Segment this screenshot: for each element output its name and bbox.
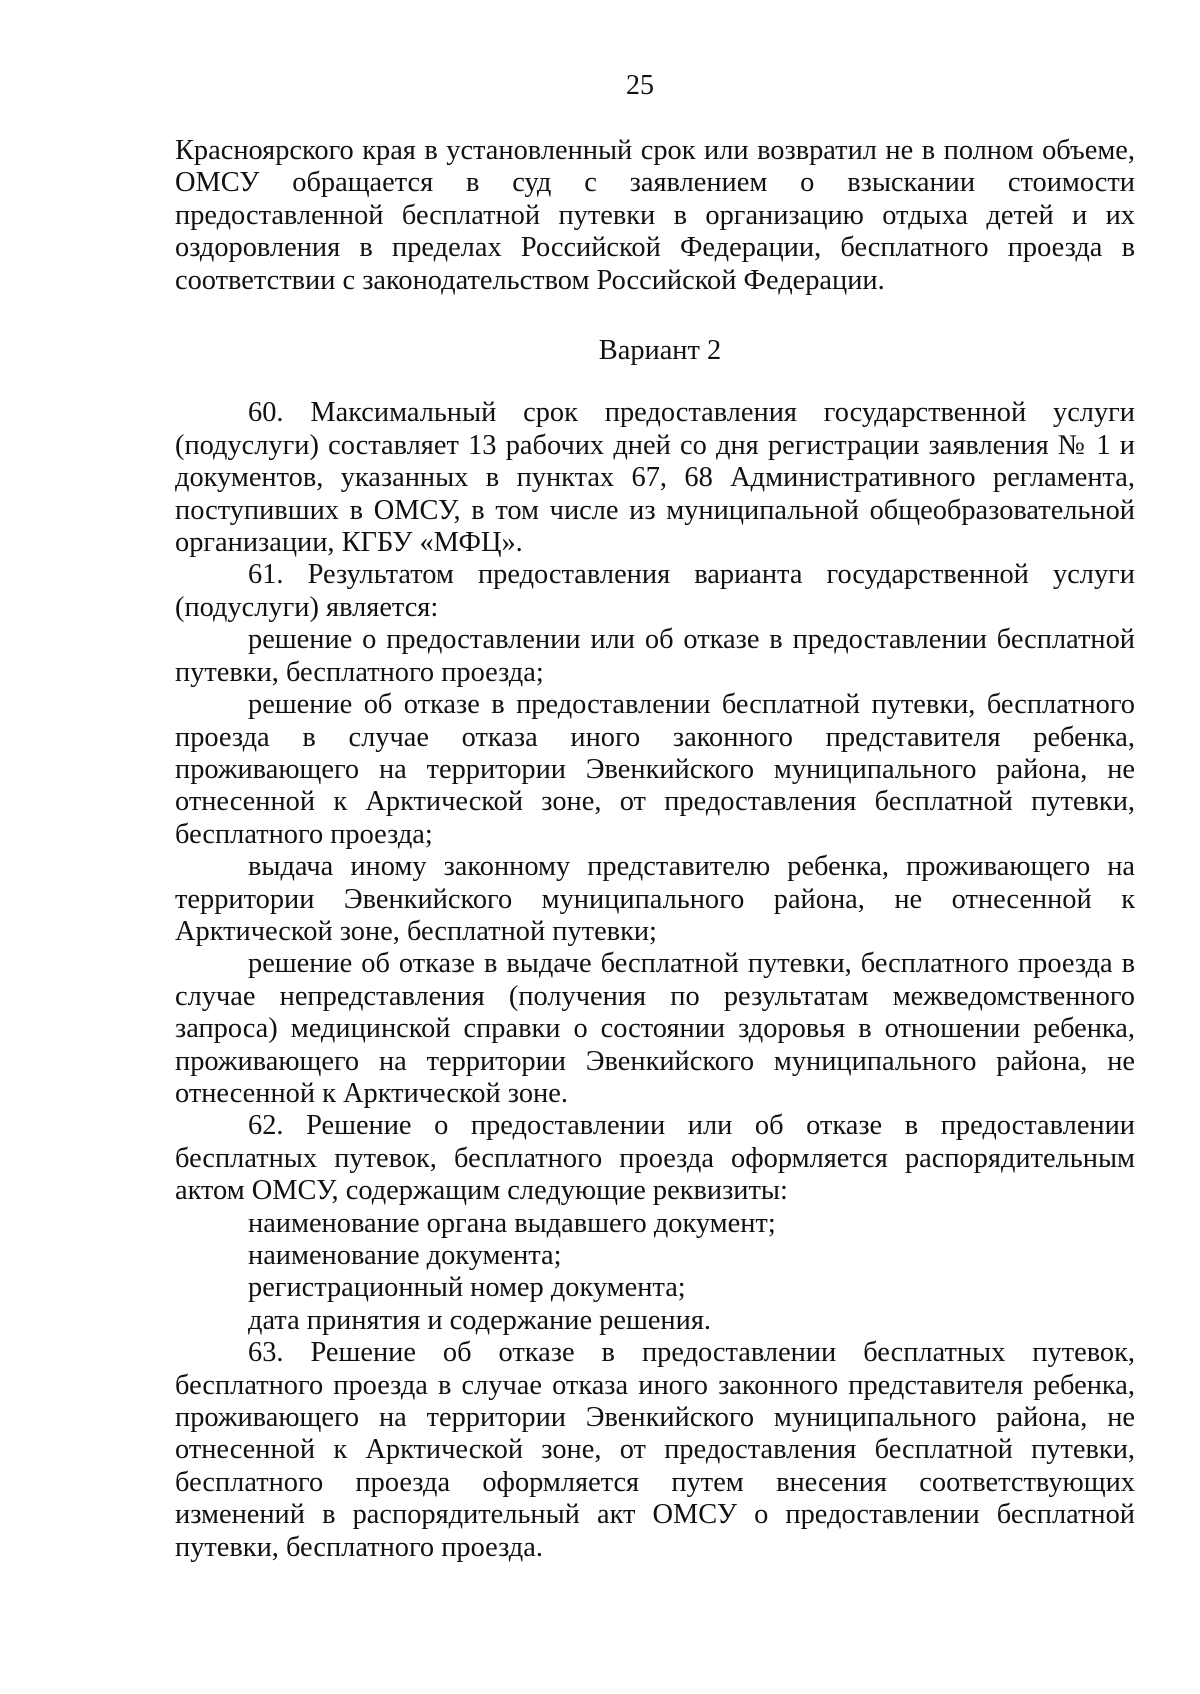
paragraph-63: 63. Решение об отказе в предоставлении бесплатных путевок, бесплатного проезда в случае отказа иного законного представителя ребенка, проживающего на территории Эвенкийского муниципального района, не отнесенной к Арктической зоне, от предоставления бесплатной путевки, бесплатного проезда оформляется путем внесения соответствующих изменений в распорядительный акт ОМСУ о предоставлении бесплатной путевки, бесплатного проезда. (175, 1337, 1135, 1563)
list-item: решение о предоставлении или об отказе в предоставлении бесплатной путевки, бесплатного проезда; (175, 624, 1135, 688)
list-item: решение об отказе в выдаче бесплатной путевки, бесплатного проезда в случае непредставления (получения по результатам межведомственного запроса) медицинской справки о состоянии здоровья в отношении ребенка, проживающего на территории Эвенкийского муниципального района, не отнесенной к Арктической зоне. (175, 948, 1135, 1109)
paragraph-62: 62. Решение о предоставлении или об отказе в предоставлении бесплатных путевок, бесплатного проезда оформляется распорядительным актом ОМСУ, содержащим следующие реквизиты: (175, 1110, 1135, 1207)
document-body (175, 135, 1135, 1564)
list-item: наименование документа; (248, 1240, 562, 1271)
section-heading: Вариант 2 (598, 335, 722, 367)
list-item: выдача иному законному представителю ребенка, проживающего на территории Эвенкийского муниципального района, не отнесенной к Арктической зоне, бесплатной путевки; (175, 851, 1135, 947)
intro-paragraph: Красноярского края в установленный срок или возвратил не в полном объеме, ОМСУ обращается в суд с заявлением о взыскании стоимости предоставленной бесплатной путевки в организацию отдыха детей и их оздоровления в пределах Российской Федерации, бесплатного проезда в соответствии с законодательством Российской Федерации. (175, 135, 1135, 296)
list-item: решение об отказе в предоставлении бесплатной путевки, бесплатного проезда в случае отказа иного законного представителя ребенка, проживающего на территории Эвенкийского муниципального района, не отнесенной к Арктической зоне, от предоставления бесплатной путевки, бесплатного проезда; (175, 689, 1135, 850)
list-item: дата принятия и содержание решения. (248, 1304, 711, 1336)
paragraph-60: 60. Максимальный срок предоставления государственной услуги (подуслуги) составляет 13 рабочих дней со дня регистрации заявления № 1 и документов, указанных в пунктах 67, 68 Административного регламента, поступивших в ОМСУ, в том числе из муниципальной общеобразовательной организации, КГБУ «МФЦ». (175, 397, 1135, 559)
list-item: наименование органа выдавшего документ; (248, 1207, 776, 1239)
page-number: 25 (626, 70, 654, 101)
paragraph-61: 61. Результатом предоставления варианта государственной услуги (подуслуги) является: (175, 559, 1135, 623)
list-item: регистрационный номер документа; (248, 1272, 686, 1304)
